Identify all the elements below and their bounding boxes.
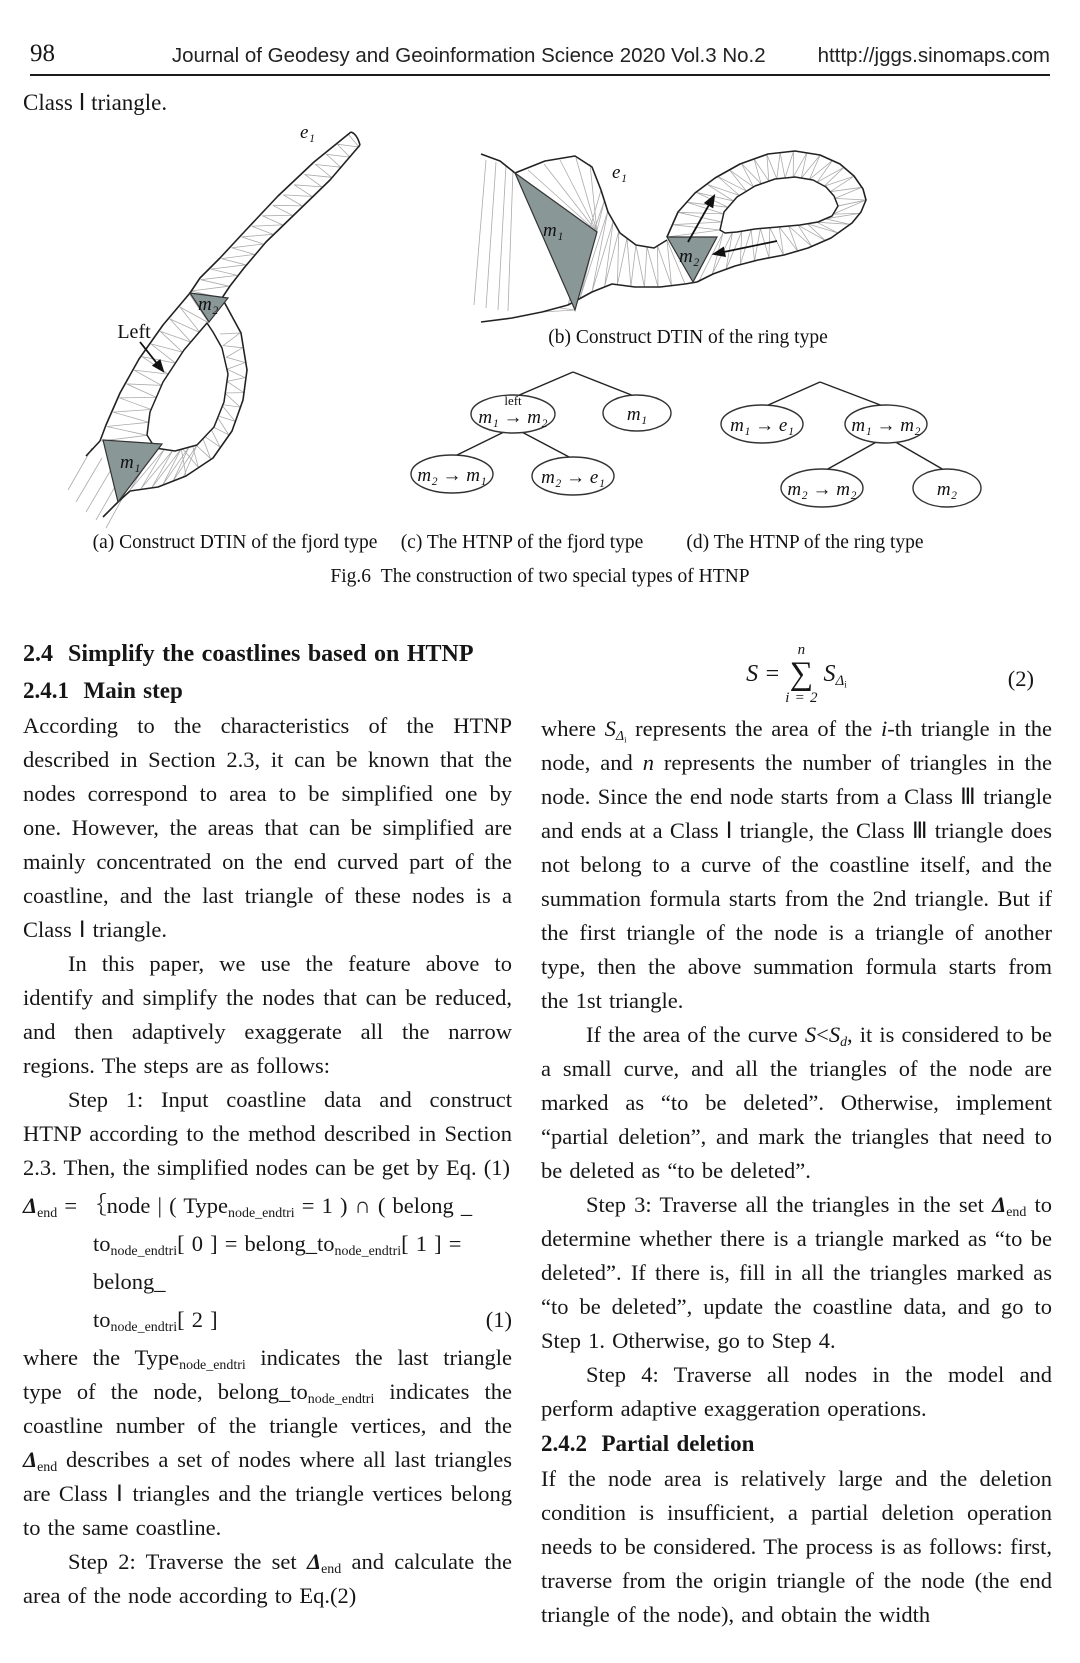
paragraph: Step 1: Input coastline data and construct HTNP according to the method described in Section 2.3. Then, the simplified nodes can be get by Eq. (1) bbox=[23, 1087, 512, 1180]
tree-c-edge bbox=[573, 372, 634, 396]
column-right bbox=[541, 636, 1052, 1632]
label-left: Left bbox=[117, 321, 151, 343]
tree-c-edge bbox=[455, 430, 508, 456]
tree-d-node-2-label: m₁ → m₂ bbox=[851, 415, 921, 436]
paragraph: In this paper, we use the feature above to identify and simplify the nodes that can be reduced, and then adaptively exaggerate all the narrow regions. The steps are as follows: bbox=[23, 951, 512, 1078]
fjord-interior-hole bbox=[147, 323, 228, 451]
tree-c-htnp-fjord bbox=[411, 372, 671, 495]
diagram-b-ring bbox=[481, 151, 866, 322]
label-m2-fjord: m₂ bbox=[198, 294, 219, 315]
tree-c-node-4-label: m₂ → e₁ bbox=[541, 467, 605, 488]
figure-6 bbox=[0, 90, 1080, 590]
subsection-heading-2-4-2: 2.4.2 Partial deletion bbox=[541, 1431, 755, 1456]
tree-d-edge bbox=[766, 382, 820, 406]
summation-lower-limit: i = 2 bbox=[785, 689, 818, 706]
equation-1-line-1: $\Delta_{end}$ = ｛node | ( Type$_{node\_endtri}$ = 1 ) ∩ ( belong _ bbox=[23, 1193, 473, 1221]
section-heading-2-4: 2.4 Simplify the coastlines based on HTNP bbox=[23, 641, 474, 667]
paragraph: If the area of the curve $S<S_d$, it is considered to be a small curve, and all the triangles of the node are marked as “to be deleted”. Otherwise, implement “partial deletion”, and mark the triangles that need to be deleted as “to be deleted”. bbox=[541, 1022, 1053, 1183]
label-e1-fjord: e₁ bbox=[300, 122, 316, 143]
paragraph: Step 3: Traverse all the triangles in the set $\Delta_{end}$ to determine whether there is a triangle marked as “to be deleted”. If there is, fill in all the triangles marked as “to be deleted”, update the coastline data, and go to Step 1. Otherwise, go to Step 4. bbox=[541, 1192, 1052, 1353]
caption-d: (d) The HTNP of the ring type bbox=[686, 532, 924, 553]
equation-1-line-3: $to_{node\_endtri}$[ 2 ] bbox=[93, 1307, 218, 1335]
ring-bottom-coast bbox=[568, 282, 697, 305]
tree-c-edge bbox=[517, 372, 573, 396]
paragraph: Step 4: Traverse all nodes in the model and perform adaptive exaggeration operations. bbox=[541, 1362, 1052, 1421]
journal-title: Journal of Geodesy and Geoinformation Science 2020 Vol.3 No.2 bbox=[171, 44, 766, 67]
label-m1-fjord: m₁ bbox=[120, 452, 141, 473]
tree-d-edge bbox=[892, 440, 944, 470]
tree-d-node-3-label: m₂ → m₂ bbox=[787, 479, 857, 500]
tree-d-edge bbox=[820, 382, 883, 406]
equation-2-lhs: S = bbox=[746, 661, 780, 687]
figure-caption: Fig.6 The construction of two special types of HTNP bbox=[330, 566, 750, 587]
label-e1-ring: e₁ bbox=[612, 162, 628, 183]
paragraph: where $S_{\Delta_i}$ represents the area of the i-th triangle in the node, and n represents the number of triangles in the node. Since the end node starts from a Class Ⅲ triangle and ends at a Class Ⅰ triangle, the Class Ⅲ triangle does not belong to a curve of the coastline itself, and the summation formula starts from the 2nd triangle. But if the first triangle of the node is a triangle of another type, then the above summation formula starts from the 1st triangle. bbox=[541, 716, 1053, 1013]
caption-a: (a) Construct DTIN of the fjord type bbox=[92, 532, 378, 553]
tree-c-node-1-label: m₁ → m₂ bbox=[478, 407, 548, 428]
equation-1-tag: (1) bbox=[485, 1307, 512, 1332]
tree-d-node-4-label: m₂ bbox=[936, 479, 958, 500]
equation-2-term: $S_{\Delta_i}$ bbox=[823, 661, 847, 690]
equation-2 bbox=[541, 636, 1052, 712]
tree-c-edge bbox=[518, 430, 571, 458]
lead-text: Class Ⅰ triangle. bbox=[23, 90, 168, 115]
paragraph: Step 2: Traverse the set $\Delta_{end}$ and calculate the area of the node according to Eq.(2) bbox=[23, 1549, 512, 1608]
summation-symbol bbox=[785, 643, 817, 706]
page-number: 98 bbox=[30, 40, 55, 67]
tree-c-node-2-label: m₁ bbox=[626, 404, 648, 425]
sigma-glyph: ∑ bbox=[789, 655, 814, 692]
journal-url: htttp://jggs.sinomaps.com bbox=[817, 44, 1050, 67]
triangle-m1-ring bbox=[515, 173, 597, 310]
equation-1 bbox=[23, 1187, 512, 1339]
label-m2-ring: m₂ bbox=[679, 246, 700, 267]
diagram-a-fjord bbox=[86, 122, 360, 517]
subsection-heading-2-4-1: 2.4.1 Main step bbox=[23, 678, 183, 703]
paragraph: According to the characteristics of the HTNP described in Section 2.3, it can be known that the nodes correspond to area to be simplified one by one. However, the areas that can be simplified are mainly concentrated on the end curved part of the coastline, and the last triangle of these nodes is a Class Ⅰ triangle. bbox=[23, 713, 512, 942]
tree-d-node-1-label: m₁ → e₁ bbox=[730, 415, 794, 436]
summation-upper-limit: n bbox=[797, 641, 806, 658]
equation-1-line-2: $to_{node\_endtri}$[ 0 ] = $belong\_to_{node\_endtri}$[ 1 ] = belong_ bbox=[93, 1231, 462, 1294]
tree-d-edge bbox=[826, 440, 880, 470]
caption-b: (b) Construct DTIN of the ring type bbox=[548, 327, 828, 348]
tree-c-left-tag: left bbox=[504, 393, 522, 408]
paragraph: where the Type$_{node\_endtri}$ indicates the last triangle type of the node, $belong\_to_{node\_endtri}$ indicates the coastline number of the triangle vertices, and the $\Delta_{end}$ describes a set of nodes where all last triangles are Class Ⅰ triangles and the triangle vertices belong to the same coastline. bbox=[23, 1345, 512, 1540]
ring-left-coast-bottom bbox=[481, 305, 568, 322]
column-left bbox=[23, 636, 512, 1613]
page-header bbox=[30, 30, 1050, 76]
paragraph: If the node area is relatively large and the deletion condition is insufficient, a partial deletion operation needs to be considered. The process is as follows: first, traverse from the origin triangle of the node (the end triangle of the node), and obtain the width bbox=[541, 1466, 1052, 1627]
tree-c-node-3-label: m₂ → m₁ bbox=[417, 465, 487, 486]
tree-d-htnp-ring bbox=[721, 382, 981, 507]
label-m1-ring: m₁ bbox=[543, 220, 564, 241]
equation-2-tag: (2) bbox=[1007, 666, 1034, 691]
ring-interior-hole bbox=[720, 177, 838, 233]
caption-c: (c) The HTNP of the fjord type bbox=[400, 532, 644, 553]
